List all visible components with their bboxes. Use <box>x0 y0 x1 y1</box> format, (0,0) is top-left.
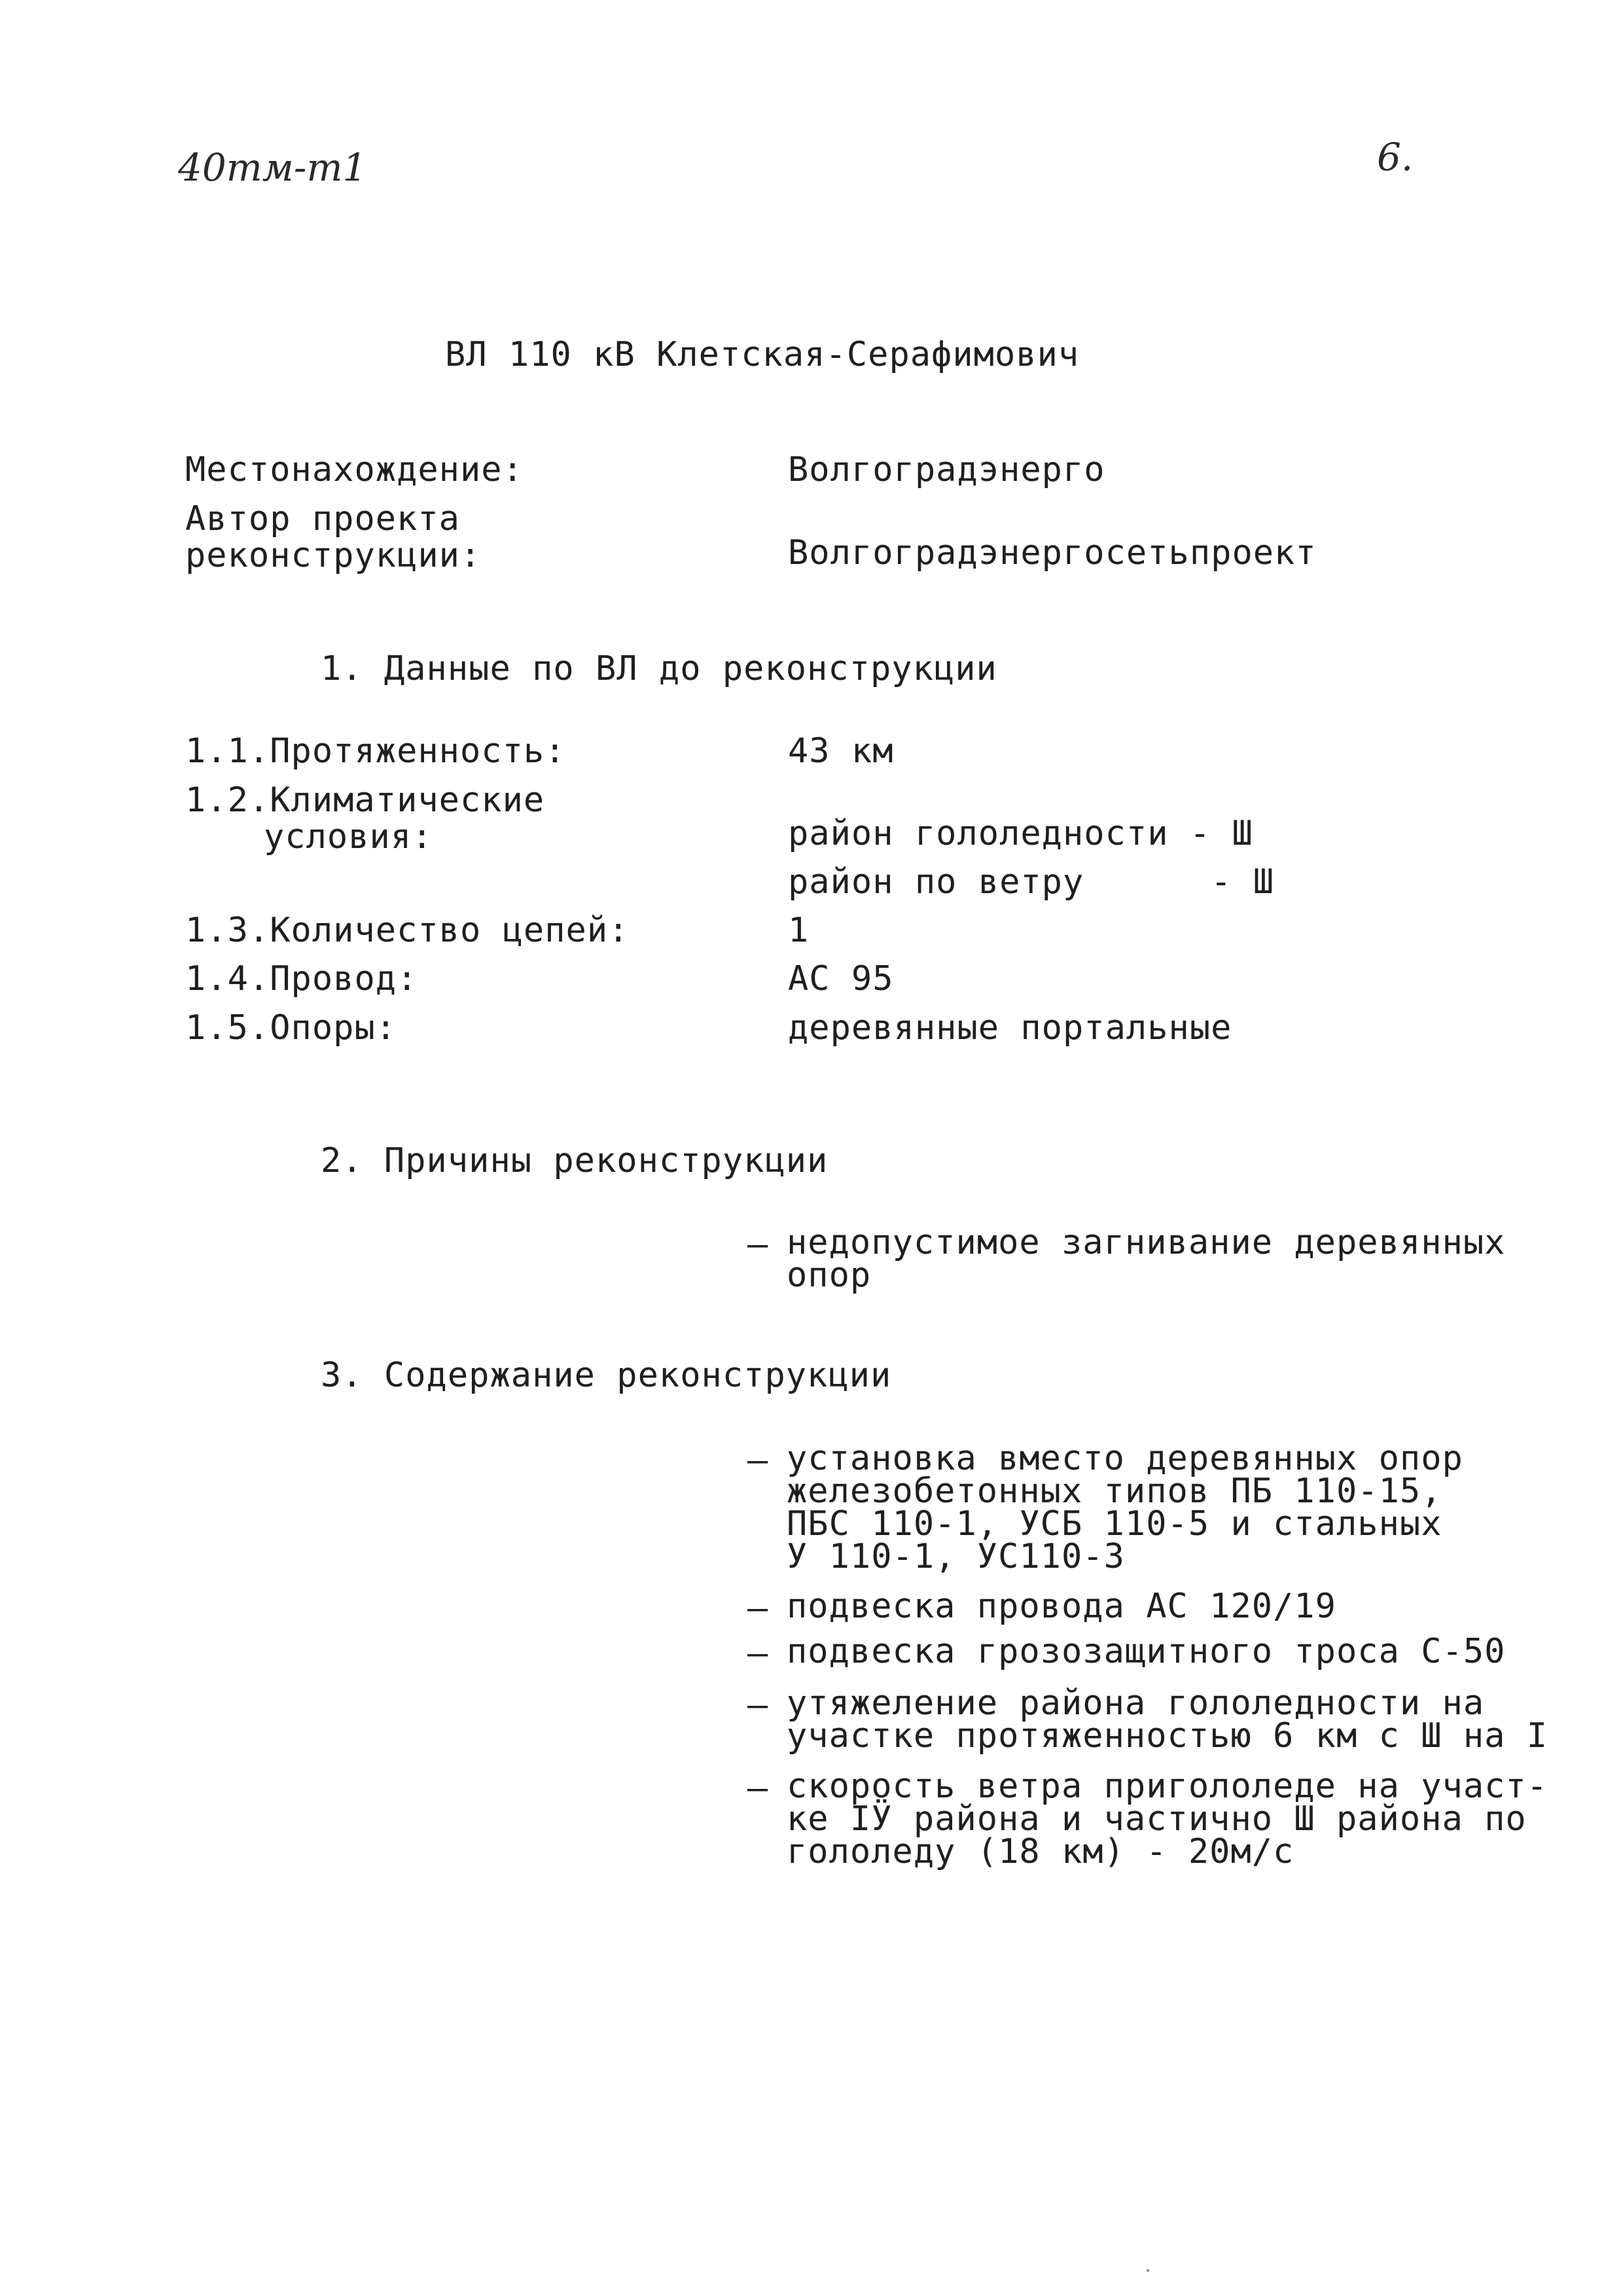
bullet-line: установка вместо деревянных опор <box>787 1439 1463 1478</box>
bullet-line: утяжеление района гололедности на <box>787 1684 1485 1723</box>
bullet-text <box>787 1223 1506 1295</box>
bullet-line: подвеска провода АС 120/19 <box>787 1587 1336 1626</box>
item-1-2-label-line2: условия: <box>264 817 433 857</box>
bullet-line: У 110-1, УС110-3 <box>787 1537 1125 1576</box>
bullet-text <box>787 1632 1506 1671</box>
bullet-text <box>787 1684 1548 1756</box>
item-1-5-label: 1.5.Опоры: <box>185 1008 397 1048</box>
item-1-5-value: деревянные портальные <box>788 1008 1232 1048</box>
bullet-line: ПБС 110-1, УСБ 110-5 и стальных <box>787 1504 1442 1544</box>
author-label-line1: Автор проекта <box>185 499 460 539</box>
bullet-dash: – <box>747 1686 768 1725</box>
item-1-4-label: 1.4.Провод: <box>185 959 418 998</box>
section1-heading: 1. Данные по ВЛ до реконструкции <box>321 649 997 688</box>
item-1-3-label: 1.3.Количество цепей: <box>185 911 630 950</box>
author-label-line2: реконструкции: <box>185 536 482 575</box>
document-title: ВЛ 110 кВ Клетская-Серафимович <box>445 335 1080 374</box>
bullet-text <box>787 1767 1548 1871</box>
bullet-line: железобетонных типов ПБ 110-15, <box>787 1472 1442 1511</box>
item-1-2-label-line1: 1.2.Климатические <box>185 781 545 820</box>
bullet-line: ке ІӰ района и частично Ш района по <box>787 1799 1527 1839</box>
bullet-dash: – <box>747 1769 768 1808</box>
author-value: Волгоградэнергосетьпроект <box>788 533 1317 573</box>
bullet-dash: – <box>747 1589 768 1628</box>
bullet-line: недопустимое загнивание деревянных <box>787 1223 1506 1262</box>
bullet-line: участке протяженностью 6 км с Ш на І <box>787 1716 1548 1756</box>
section2-heading: 2. Причины реконструкции <box>321 1141 829 1180</box>
item-1-2-value-line2: район по ветру - Ш <box>788 862 1275 902</box>
bullet-dash: – <box>747 1225 768 1264</box>
bullet-line: гололеду (18 км) - 20м/с <box>787 1832 1294 1871</box>
section3-heading: 3. Содержание реконструкции <box>321 1356 892 1395</box>
item-1-1-value: 43 км <box>788 732 894 771</box>
location-value: Волгоградэнерго <box>788 450 1105 489</box>
bullet-text <box>787 1439 1463 1576</box>
author-label <box>185 501 481 574</box>
location-label: Местонахождение: <box>185 450 524 489</box>
item-1-3-value: 1 <box>788 911 810 950</box>
bullet-dash: – <box>747 1634 768 1673</box>
bullet-text <box>787 1587 1336 1626</box>
bullet-dash: – <box>747 1441 768 1480</box>
item-1-4-value: АС 95 <box>788 959 894 998</box>
item-1-2-value-line1: район гололедности - Ш <box>788 814 1253 853</box>
bullet-line: подвеска грозозащитного троса С-50 <box>787 1632 1506 1671</box>
item-1-2-label <box>185 782 544 855</box>
page-number: 6. <box>1377 135 1414 179</box>
bullet-line: скорость ветра пригололеде на участ- <box>787 1767 1548 1806</box>
scan-speck <box>1147 2269 1149 2272</box>
item-1-1-label: 1.1.Протяженность: <box>185 732 566 771</box>
archive-code: 40тм-т1 <box>178 145 367 190</box>
bullet-line: опор <box>787 1256 872 1295</box>
